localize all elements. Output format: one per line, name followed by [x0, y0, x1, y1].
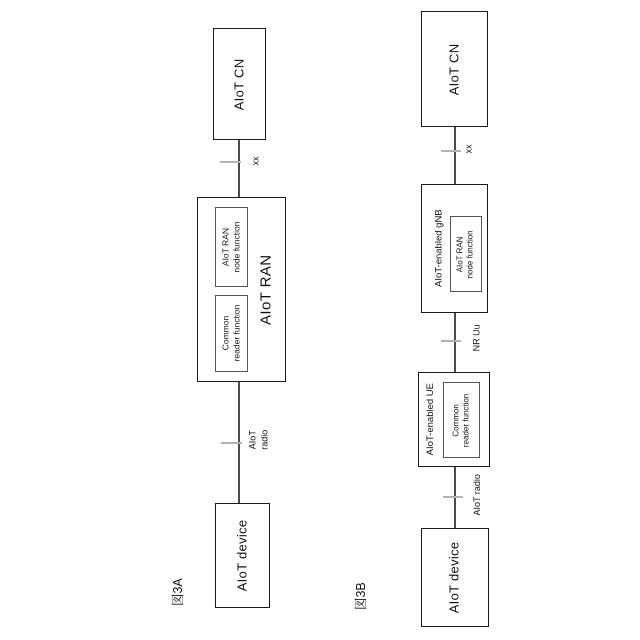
interface-tick-aiot-radio-3b	[443, 496, 463, 498]
aiot-cn-box	[213, 28, 266, 140]
aiot-cn-box-3b	[421, 11, 488, 127]
gnb-node-function-box	[450, 216, 482, 292]
ran-node-function-label: AIoT RAN node function	[220, 221, 242, 273]
gnb-node-function-label: AIoT RAN node function	[455, 229, 476, 279]
aiot-device-label: AIoT device	[234, 519, 250, 592]
aiot-device-box	[215, 503, 270, 608]
connector-gnb-ue	[454, 313, 456, 372]
aiot-device-label-3b: AIoT device	[446, 541, 462, 614]
connector-cn-ran	[238, 140, 240, 197]
ran-node-function-box	[215, 207, 248, 287]
ue-reader-function-label: Common reader function	[451, 393, 471, 447]
interface-tick-aiot-radio	[221, 442, 242, 444]
interface-tick-nr-uu	[441, 340, 461, 342]
connector-ue-device	[454, 467, 456, 528]
ue-reader-function-box	[443, 382, 480, 458]
aiot-device-box-3b	[421, 528, 489, 627]
connector-cn-gnb	[454, 127, 456, 184]
interface-tick-xx	[220, 161, 241, 163]
aiot-cn-label: AIoT CN	[231, 58, 247, 110]
common-reader-function-label: Common reader function	[220, 305, 242, 362]
aiot-cn-label-3b: AIoT CN	[446, 43, 462, 95]
common-reader-function-box	[215, 295, 248, 372]
patent-figure-page: AIoT CN xx AIoT RAN AIoT RAN node function Common reader function AIoT radio AIoT device 図3A AIoT CN xx AIoT-enabled gNB AIoT RAN node function NR Uu AIoT-enabled UE Common reader function AIoT radio AIoT device 図3B	[0, 0, 640, 640]
interface-tick-xx-3b	[441, 150, 461, 152]
